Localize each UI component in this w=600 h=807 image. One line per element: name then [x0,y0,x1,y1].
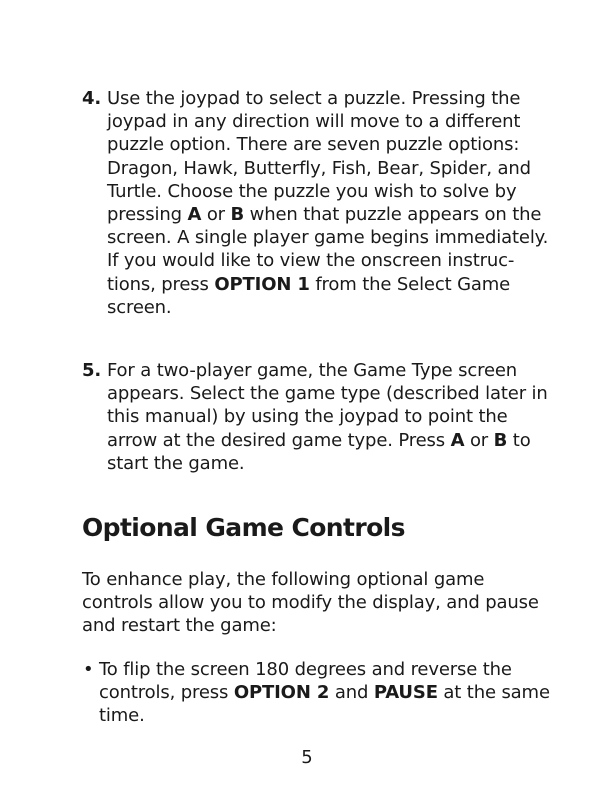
page-number: 5 [301,747,313,768]
step-text-part: or [201,204,231,226]
bullet-item [82,658,552,728]
option-2-label: OPTION 2 [233,682,330,704]
step-text-part: For a two-player game, the Game Type screen appears. Select the game type (described later in this manual) by using the joypad to point the arrow at the desired game type. Press [107,360,548,451]
bullet-text-part: To flip the screen 180 degrees and reverse the controls, press [99,659,512,704]
step-text-part: when that puzzle appears on the screen. A single player game begins immediately. If you would like to view the onscreen instructions, press [107,204,549,295]
step-5 [82,359,552,475]
button-b-label: B [493,429,508,451]
bullet-text-part: and [329,682,374,704]
bullet-marker: • [83,659,94,680]
step-text [107,87,552,319]
button-b-label: B [230,204,245,226]
bullet-text [99,658,552,728]
pause-label: PAUSE [373,682,438,704]
section-intro: To enhance play, the following optional game controls allow you to modify the display, and pause and restart the game: [82,569,539,637]
step-text-part: to start the game. [107,429,531,474]
bullet-text-part: at the same time. [99,682,550,727]
step-text-part: or [464,429,494,451]
step-text-part: from the Select Game screen. [107,273,511,318]
option-1-label: OPTION 1 [214,273,310,295]
step-text-part: Use the joypad to select a puzzle. Pressing the joypad in any direction will move to a different puzzle option. There are seven puzzle options: Dragon, Hawk, Butterfly, Fish, Bear, Spider, and Turtle. Choose the puzzle you wish to solve by pressing [107,88,531,226]
button-a-label: A [450,429,465,451]
section-heading: Optional Game Controls [82,513,405,542]
step-text [107,359,552,475]
button-a-label: A [187,204,202,226]
step-4 [82,87,552,319]
step-number: 5. [82,360,102,381]
step-number: 4. [82,88,102,109]
